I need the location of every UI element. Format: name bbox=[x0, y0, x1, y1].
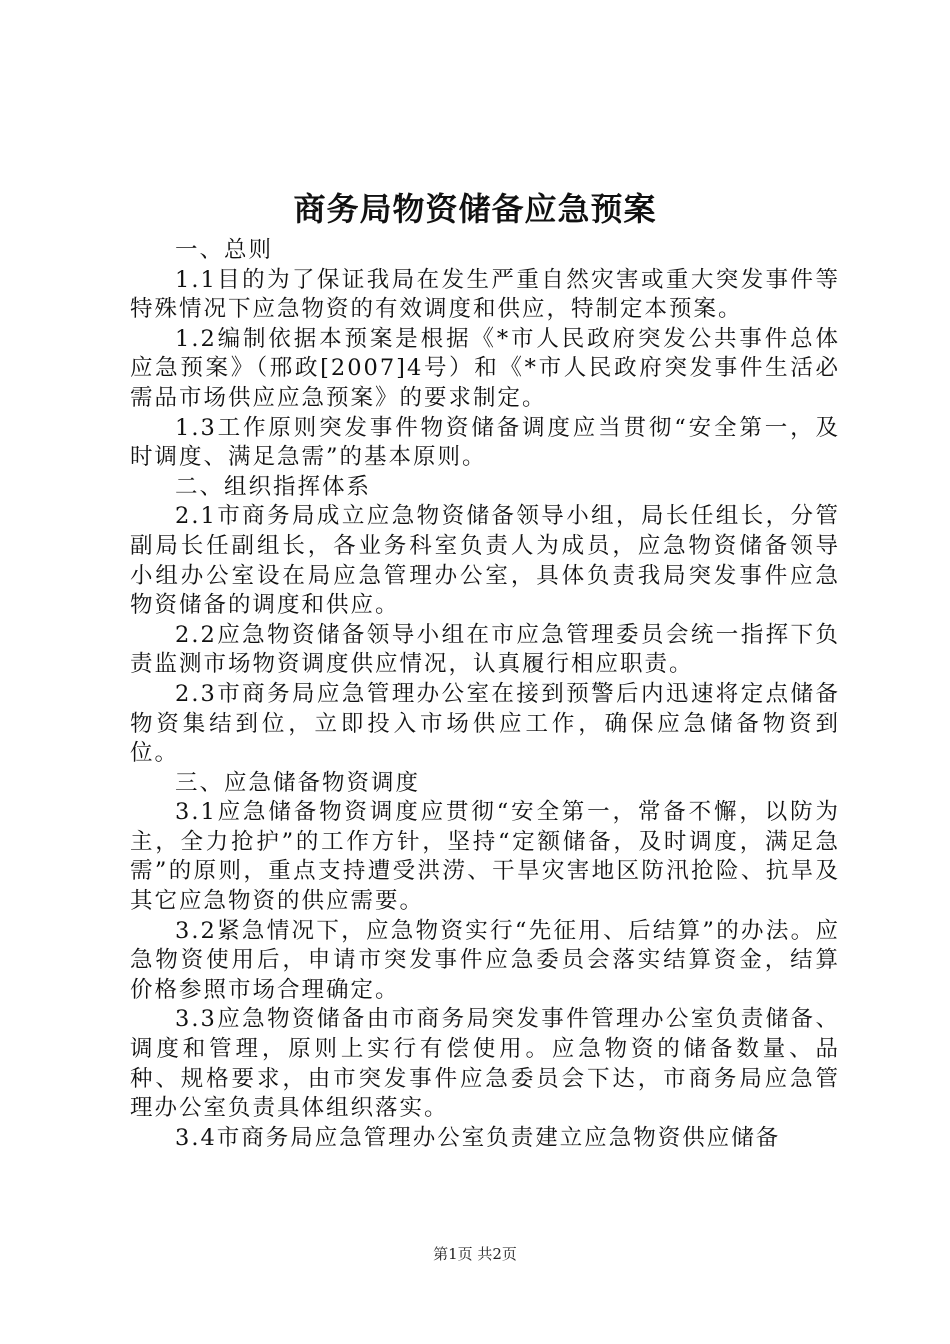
document-body bbox=[130, 236, 840, 1153]
page-footer: 第1页 共2页 bbox=[433, 1245, 517, 1263]
section-heading: 二、组织指挥体系 bbox=[175, 473, 372, 500]
paragraph: 2.3市商务局应急管理办公室在接到预警后内迅速将定点储备物资集结到位，立即投入市场供应工作，确保应急储备物资到位。 bbox=[130, 680, 840, 767]
paragraph: 1.1目的为了保证我局在发生严重自然灾害或重大突发事件等特殊情况下应急物资的有效调度和供应，特制定本预案。 bbox=[130, 266, 840, 323]
paragraph: 1.2编制依据本预案是根据《*市人民政府突发公共事件总体应急预案》（邢政[2007]4号）和《*市人民政府突发事件生活必需品市场供应应急预案》的要求制定。 bbox=[130, 325, 840, 411]
document-title: 商务局物资储备应急预案 bbox=[293, 190, 657, 228]
paragraph: 1.3工作原则突发事件物资储备调度应当贯彻“安全第一，及时调度、满足急需”的基本原则。 bbox=[130, 414, 840, 471]
paragraph: 3.2紧急情况下，应急物资实行“先征用、后结算”的办法。应急物资使用后，申请市突发事件应急委员会落实结算资金，结算价格参照市场合理确定。 bbox=[130, 917, 840, 1003]
paragraph: 2.1市商务局成立应急物资储备领导小组，局长任组长，分管副局长任副组长，各业务科室负责人为成员，应急物资储备领导小组办公室设在局应急管理办公室，具体负责我局突发事件应急物资储备的调度和供应。 bbox=[130, 503, 840, 619]
paragraph: 3.1应急储备物资调度应贯彻“安全第一，常备不懈，以防为主，全力抢护”的工作方针，坚持“定额储备，及时调度，满足急需”的原则，重点支持遭受洪涝、干旱灾害地区防汛抢险、抗旱及其它应急物资的供应需要。 bbox=[130, 799, 840, 915]
section-heading: 一、总则 bbox=[175, 237, 274, 263]
paragraph: 3.4市商务局应急管理办公室负责建立应急物资供应储备 bbox=[175, 1124, 781, 1151]
paragraph: 3.3应急物资储备由市商务局突发事件管理办公室负责储备、调度和管理，原则上实行有偿使用。应急物资的储备数量、品种、规格要求，由市突发事件应急委员会下达，市商务局应急管理办公室负责具体组织落实。 bbox=[130, 1006, 840, 1122]
section-heading: 三、应急储备物资调度 bbox=[175, 769, 421, 796]
paragraph: 2.2应急物资储备领导小组在市应急管理委员会统一指挥下负责监测市场物资调度供应情况，认真履行相应职责。 bbox=[130, 621, 840, 678]
